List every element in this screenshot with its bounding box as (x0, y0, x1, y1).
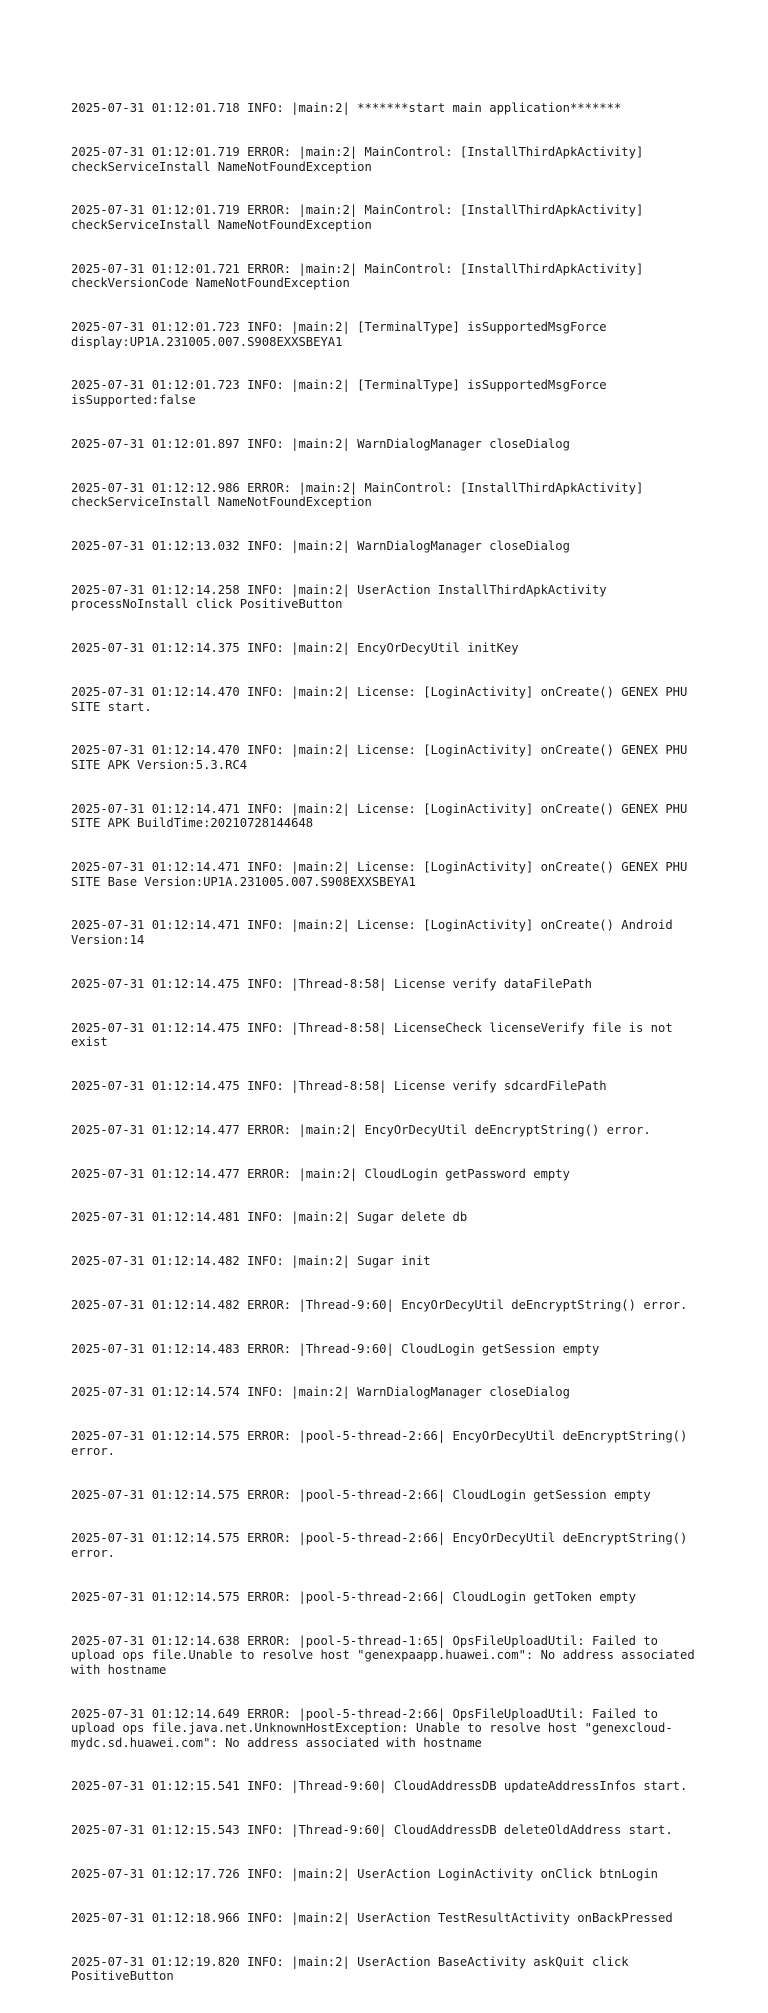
log-line: 2025-07-31 01:12:18.966 INFO: |main:2| UserAction TestResultActivity onBackPressed (71, 1910, 673, 1925)
log-line: 2025-07-31 01:12:14.575 ERROR: |pool-5-thread-2:66| CloudLogin getToken empty (71, 1589, 636, 1604)
log-line: 2025-07-31 01:12:14.375 INFO: |main:2| EncyOrDecyUtil initKey (71, 641, 519, 656)
log-line: 2025-07-31 01:12:17.726 INFO: |main:2| UserAction LoginActivity onClick btnLogin (71, 1867, 658, 1882)
log-line: 2025-07-31 01:12:14.638 ERROR: |pool-5-thread-1:65| OpsFileUploadUtil: Failed to upload ops file.Unable to resolve host "genexpaapp.huawei.com": No address associated with hostname (71, 1633, 703, 1677)
log-line: 2025-07-31 01:12:14.477 ERROR: |main:2| EncyOrDecyUtil deEncryptString() error. (71, 1122, 651, 1137)
log-line: 2025-07-31 01:12:01.721 ERROR: |main:2| MainControl: [InstallThirdApkActivity] checkVersionCode NameNotFoundException (71, 261, 651, 291)
log-line: 2025-07-31 01:12:14.575 ERROR: |pool-5-thread-2:66| CloudLogin getSession empty (71, 1487, 651, 1502)
log-line: 2025-07-31 01:12:15.541 INFO: |Thread-9:60| CloudAddressDB updateAddressInfos start. (71, 1779, 688, 1794)
log-line: 2025-07-31 01:12:14.482 INFO: |main:2| Sugar init (71, 1254, 431, 1269)
log-line: 2025-07-31 01:12:14.475 INFO: |Thread-8:58| License verify sdcardFilePath (71, 1078, 607, 1093)
log-line: 2025-07-31 01:12:01.723 INFO: |main:2| [TerminalType] isSupportedMsgForce display:UP1A.231005.007.S908EXXSBEYA1 (71, 320, 614, 349)
log-line: 2025-07-31 01:12:14.470 INFO: |main:2| License: [LoginActivity] onCreate() GENEX PHU SITE APK Version:5.3.RC4 (71, 743, 695, 772)
log-line: 2025-07-31 01:12:14.475 INFO: |Thread-8:58| License verify dataFilePath (71, 976, 592, 991)
log-line: 2025-07-31 01:12:14.471 INFO: |main:2| License: [LoginActivity] onCreate() GENEX PHU SITE APK BuildTime:20210728144648 (71, 801, 695, 831)
log-line: 2025-07-31 01:12:01.897 INFO: |main:2| WarnDialogManager closeDialog (71, 436, 570, 451)
log-line: 2025-07-31 01:12:01.719 ERROR: |main:2| MainControl: [InstallThirdApkActivity] checkServiceInstall NameNotFoundException (71, 144, 651, 174)
log-line: 2025-07-31 01:12:13.032 INFO: |main:2| WarnDialogManager closeDialog (71, 539, 570, 553)
log-line: 2025-07-31 01:12:14.471 INFO: |main:2| License: [LoginActivity] onCreate() GENEX PHU SITE Base Version:UP1A.231005.007.S908EXXSBEYA1 (71, 860, 695, 889)
log-line: 2025-07-31 01:12:14.258 INFO: |main:2| UserAction InstallThirdApkActivity processNoInstall click PositiveButton (71, 582, 614, 612)
log-line: 2025-07-31 01:12:14.483 ERROR: |Thread-9:60| CloudLogin getSession empty (71, 1341, 600, 1356)
log-line: 2025-07-31 01:12:15.543 INFO: |Thread-9:60| CloudAddressDB deleteOldAddress start. (71, 1823, 673, 1838)
log-line: 2025-07-31 01:12:14.574 INFO: |main:2| WarnDialogManager closeDialog (71, 1385, 570, 1400)
log-line: 2025-07-31 01:12:14.482 ERROR: |Thread-9:60| EncyOrDecyUtil deEncryptString() error. (71, 1297, 688, 1312)
log-line: 2025-07-31 01:12:14.649 ERROR: |pool-5-thread-2:66| OpsFileUploadUtil: Failed to upload ops file.java.net.UnknownHostException: Unable to resolve host "genexcloud-mydc.sd.huawei.com": No address associated with hostname (71, 1706, 673, 1750)
log-text-block (71, 72, 703, 2013)
log-line: 2025-07-31 01:12:01.719 ERROR: |main:2| MainControl: [InstallThirdApkActivity] checkServiceInstall NameNotFoundException (71, 203, 651, 232)
log-line: 2025-07-31 01:12:19.820 INFO: |main:2| UserAction BaseActivity askQuit click PositiveButton (71, 1954, 636, 1984)
log-line: 2025-07-31 01:12:14.475 INFO: |Thread-8:58| LicenseCheck licenseVerify file is not exist (71, 1020, 681, 1050)
log-line: 2025-07-31 01:12:14.575 ERROR: |pool-5-thread-2:66| EncyOrDecyUtil deEncryptString() error. (71, 1531, 695, 1560)
log-line: 2025-07-31 01:12:01.723 INFO: |main:2| [TerminalType] isSupportedMsgForce isSupported:false (71, 378, 614, 408)
log-line: 2025-07-31 01:12:14.470 INFO: |main:2| License: [LoginActivity] onCreate() GENEX PHU SITE start. (71, 684, 695, 714)
log-line: 2025-07-31 01:12:01.718 INFO: |main:2| *******start main application******* (71, 101, 622, 116)
log-line: 2025-07-31 01:12:14.477 ERROR: |main:2| CloudLogin getPassword empty (71, 1166, 570, 1181)
log-line: 2025-07-31 01:12:14.575 ERROR: |pool-5-thread-2:66| EncyOrDecyUtil deEncryptString() error. (71, 1429, 695, 1458)
log-line: 2025-07-31 01:12:12.986 ERROR: |main:2| MainControl: [InstallThirdApkActivity] checkServiceInstall NameNotFoundException (71, 480, 651, 510)
log-line: 2025-07-31 01:12:14.471 INFO: |main:2| License: [LoginActivity] onCreate() Android Version:14 (71, 918, 681, 948)
log-line: 2025-07-31 01:12:14.481 INFO: |main:2| Sugar delete db (71, 1210, 468, 1225)
